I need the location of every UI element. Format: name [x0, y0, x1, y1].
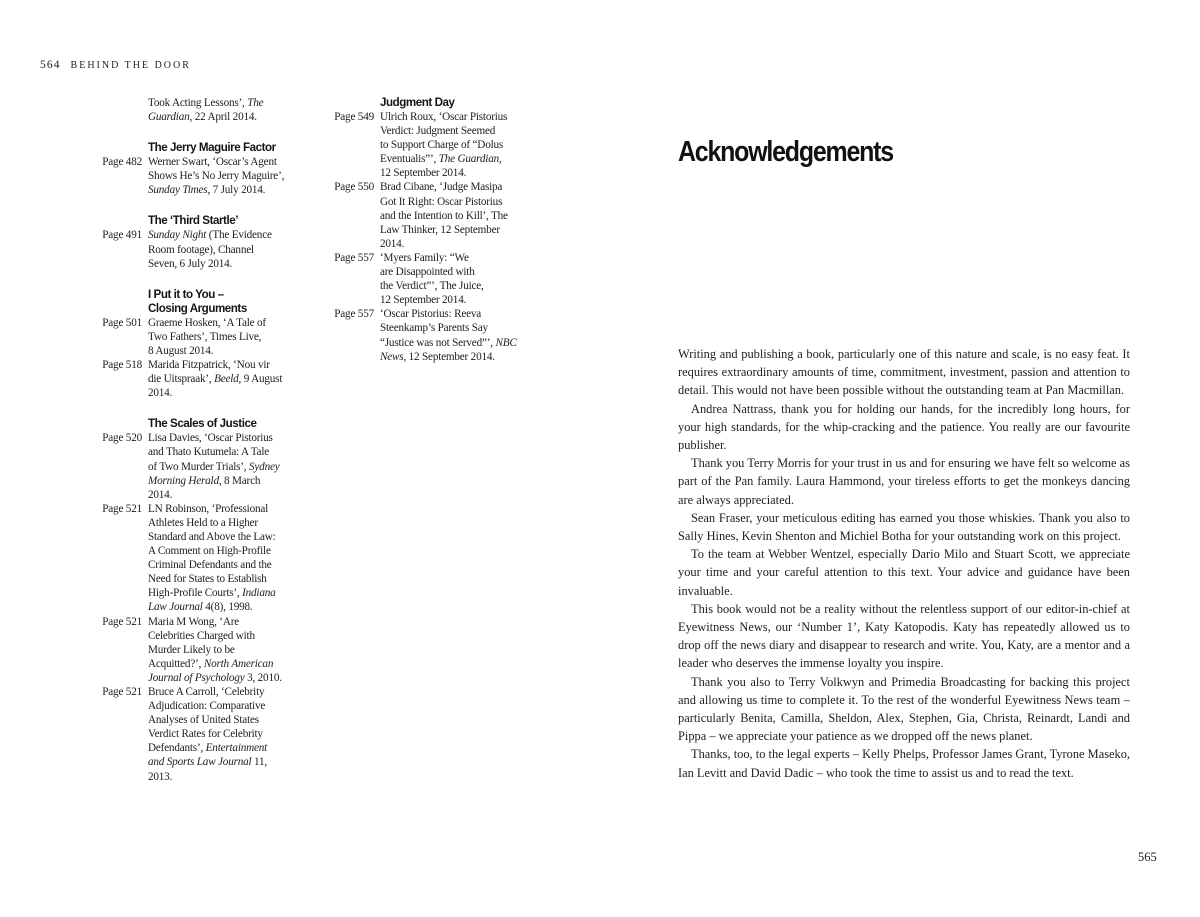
italic-title: NBC: [495, 336, 517, 349]
italic-title: North American: [203, 657, 274, 670]
paragraph: Andrea Nattrass, thank you for holding our hands, for the incredibly long hours, for your high standards, for the whip-cracking and the patience. You really are our favourite publisher.: [678, 401, 1130, 453]
citation-text: [148, 502, 298, 615]
paragraph: Thank you Terry Morris for your trust in us and for ensuring we have felt so welcome as part of the Pan family. Laura Hammond, your tireless efforts to get the monkeys dancing are always appreciated.: [678, 456, 1130, 507]
text-line: [148, 243, 298, 257]
italic-title: The: [247, 97, 264, 109]
text-line: [148, 96, 298, 110]
source-entry: [90, 615, 320, 685]
text-segment: “Justice was not Served”’,: [380, 336, 496, 349]
source-entry: [322, 307, 552, 363]
text-line: [148, 183, 298, 197]
source-entry: [322, 110, 552, 180]
text-segment: 3, 2010.: [244, 671, 282, 684]
page-reference: Page 520: [102, 432, 142, 445]
heading-line: The ‘Third Startle’: [148, 214, 239, 228]
source-continuation: [148, 96, 298, 124]
italic-title: Guardian: [148, 111, 190, 124]
paragraph: Sean Fraser, your meticulous editing has earned you those whiskies. Thank you also to Sally Hines, Kevin Shenton and Michiel Botha for your outstanding work on this project.: [678, 510, 1130, 544]
text-line: [148, 727, 298, 741]
citation-text: [380, 307, 530, 363]
text-line: [380, 237, 530, 251]
citation-text: [148, 685, 298, 784]
text-segment: , 22 April 2014.: [189, 111, 257, 124]
text-segment: ‘Oscar Pistorius: Reeva: [380, 308, 482, 321]
text-segment: Shows He’s No Jerry Maguire’,: [148, 170, 285, 183]
text-segment: Criminal Defendants and the: [148, 559, 272, 572]
section-heading: [148, 417, 320, 431]
source-entry: [90, 502, 320, 615]
italic-title: Law Journal: [148, 601, 203, 614]
text-line: [380, 110, 530, 124]
paragraph: To the team at Webber Wentzel, especially Dario Milo and Stuart Scott, we appreciate your time and your careful attention to this text. Your advice and guidance have been invaluable.: [678, 547, 1130, 598]
italic-title: Sunday Night: [148, 229, 207, 242]
text-line: [380, 138, 530, 152]
text-segment: 2013.: [148, 770, 173, 783]
text-line: [148, 460, 298, 474]
text-line: [148, 431, 298, 445]
text-segment: Ulrich Roux, ‘Oscar Pistorius: [380, 111, 508, 123]
text-segment: Need for States to Establish: [148, 573, 267, 586]
text-line: [148, 741, 298, 755]
text-line: [380, 293, 530, 307]
italic-title: Entertainment: [205, 742, 268, 755]
text-line: [148, 502, 298, 516]
text-line: [148, 572, 298, 586]
text-line: [380, 336, 530, 350]
source-entry: [90, 155, 320, 197]
text-line: [148, 530, 298, 544]
heading-line: Closing Arguments: [148, 301, 247, 315]
citation-text: [148, 358, 298, 400]
source-section: [90, 96, 320, 124]
text-line: [380, 195, 530, 209]
text-segment: Defendants’,: [148, 742, 206, 755]
text-line: [380, 321, 530, 335]
text-segment: High-Profile Courts’,: [148, 587, 243, 600]
source-entry: [90, 685, 320, 784]
text-line: [380, 279, 530, 293]
text-line: [148, 544, 298, 558]
text-line: [148, 330, 298, 344]
page-reference: Page 482: [102, 156, 142, 169]
text-line: [380, 209, 530, 223]
text-segment: and Thato Kutumela: A Tale: [148, 446, 269, 459]
text-segment: Seven, 6 July 2014.: [148, 257, 233, 270]
text-segment: , 7 July 2014.: [207, 184, 266, 197]
text-line: [148, 474, 298, 488]
text-line: [148, 643, 298, 657]
text-segment: Athletes Held to a Higher: [148, 516, 258, 529]
text-segment: Adjudication: Comparative: [148, 700, 266, 713]
text-segment: to Support Charge of “Dolus: [380, 139, 504, 152]
text-segment: Brad Cibane, ‘Judge Masipa: [380, 181, 503, 194]
heading-line: Judgment Day: [380, 96, 455, 109]
text-line: [148, 629, 298, 643]
text-line: [148, 155, 298, 169]
page-reference: Page 518: [102, 359, 142, 372]
text-segment: Werner Swart, ‘Oscar’s Agent: [148, 156, 277, 169]
page-reference: Page 549: [334, 111, 374, 123]
citation-text: [380, 251, 530, 307]
text-segment: Standard and Above the Law:: [148, 530, 276, 543]
text-segment: Room footage), Channel: [148, 243, 254, 256]
section-heading: [148, 214, 320, 228]
text-line: [148, 755, 298, 769]
right-page: [600, 0, 1200, 917]
right-page-number: 565: [1138, 850, 1157, 864]
text-line: [148, 600, 298, 614]
text-segment: Marida Fitzpatrick, ‘Nou vir: [148, 359, 270, 372]
text-segment: Lisa Davies, ‘Oscar Pistorius: [148, 432, 273, 445]
text-segment: , 12 September 2014.: [403, 350, 495, 363]
paragraph: Thank you also to Terry Volkwyn and Primedia Broadcasting for backing this project and allowing us time to complete it. To the rest of the wonderful Eyewitness News team – particularly Benita, Camilla, Sheldon, Alex, Stephen, Gia, Christa, Reinardt, Landi and Pippa – we appreciate your patience as we dropped off the news planet.: [678, 674, 1130, 744]
text-line: [148, 770, 298, 784]
citation-text: [148, 228, 298, 270]
text-segment: 8 August 2014.: [148, 344, 214, 357]
italic-title: Sunday Times: [148, 184, 208, 197]
text-line: [148, 699, 298, 713]
text-line: [380, 223, 530, 237]
paragraph: Thanks, too, to the legal experts – Kelly Phelps, Professor James Grant, Tyrone Maseko, Ian Levitt and David Dadic – who took the time to assist us and to read the text.: [678, 747, 1130, 780]
text-segment: ‘Myers Family: “We: [380, 251, 469, 264]
citation-text: [380, 180, 530, 250]
text-segment: 2014.: [380, 237, 405, 250]
text-line: [380, 265, 530, 279]
heading-line: The Jerry Maguire Factor: [148, 141, 276, 155]
heading-line: The Scales of Justice: [148, 417, 257, 431]
citation-text: [148, 431, 298, 501]
text-line: [380, 166, 530, 180]
text-segment: Maria M Wong, ‘Are: [148, 615, 239, 628]
text-segment: 2014.: [148, 488, 173, 501]
text-line: [148, 488, 298, 502]
running-title: BEHIND THE DOOR: [70, 60, 191, 71]
text-segment: 4(8), 1998.: [202, 601, 253, 614]
source-section: [90, 288, 320, 401]
text-segment: A Comment on High-Profile: [148, 545, 271, 558]
running-head: [40, 59, 191, 71]
paragraph: This book would not be a reality without the relentless support of our editor-in-chief at Eyewitness News, our ‘Number 1’, Katy Katopodis. Katy has repeatedly allowed us to drop off the news diary and disappear to research and write. You, Katy, are a mentor and a leader who deserves the immense loyalty you inspire.: [678, 601, 1130, 671]
text-line: [148, 685, 298, 699]
text-segment: Got It Right: Oscar Pistorius: [380, 195, 503, 208]
italic-title: Beeld: [214, 373, 239, 386]
citation-text: [148, 615, 298, 685]
text-segment: , 8 March: [218, 474, 261, 487]
text-segment: Two Fathers’, Times Live,: [148, 330, 262, 343]
text-segment: Eventualis”’,: [380, 153, 439, 166]
source-section: [90, 141, 320, 197]
text-segment: Graeme Hosken, ‘A Tale of: [148, 316, 266, 329]
text-line: [148, 386, 298, 400]
chapter-title: Acknowledgements: [678, 136, 893, 168]
text-line: [380, 124, 530, 138]
text-line: [148, 344, 298, 358]
text-segment: (The Evidence: [206, 229, 272, 242]
text-line: [380, 152, 530, 166]
source-entry: [90, 358, 320, 400]
text-line: [380, 180, 530, 194]
source-section: [90, 417, 320, 783]
section-heading: [380, 96, 552, 110]
text-segment: Celebrities Charged with: [148, 629, 255, 642]
section-heading: [148, 141, 320, 155]
text-segment: Acquitted?’,: [148, 657, 204, 670]
text-segment: LN Robinson, ‘Professional: [148, 502, 269, 515]
text-line: [148, 657, 298, 671]
text-line: [148, 228, 298, 242]
text-segment: and the Intention to Kill’, The: [380, 209, 508, 222]
text-line: [148, 372, 298, 386]
page-reference: Page 521: [102, 615, 142, 628]
page-reference: Page 491: [102, 229, 142, 242]
source-entry: [322, 251, 552, 307]
page-reference: Page 501: [102, 316, 142, 329]
citation-text: [148, 155, 298, 197]
left-page-number: 564: [40, 59, 61, 71]
text-line: [148, 316, 298, 330]
text-line: [148, 516, 298, 530]
text-segment: Bruce A Carroll, ‘Celebrity: [148, 686, 265, 698]
text-line: [380, 307, 530, 321]
text-segment: Law Thinker, 12 September: [380, 223, 500, 236]
citation-text: [148, 316, 298, 358]
text-segment: die Uitspraak’,: [148, 373, 215, 386]
source-entry: [90, 431, 320, 501]
source-entry: [90, 316, 320, 358]
text-segment: the Verdict”’, The Juice,: [380, 280, 484, 293]
text-segment: Analyses of United States: [148, 714, 259, 727]
text-segment: ,: [499, 153, 502, 166]
page-reference: Page 557: [334, 251, 374, 264]
source-section: [322, 96, 552, 364]
source-section: [90, 214, 320, 270]
text-line: [148, 615, 298, 629]
text-segment: are Disappointed with: [380, 266, 475, 279]
text-line: [148, 586, 298, 600]
italic-title: Morning Herald: [148, 474, 219, 487]
text-line: [148, 257, 298, 271]
italic-title: The Guardian: [438, 153, 499, 166]
text-line: [148, 445, 298, 459]
text-segment: Verdict Rates for Celebrity: [148, 728, 263, 741]
text-line: [380, 251, 530, 265]
text-line: [148, 169, 298, 183]
italic-title: Indiana: [242, 587, 276, 600]
text-segment: , 9 August: [238, 373, 283, 386]
paragraph: Writing and publishing a book, particularly one of this nature and scale, is no easy feat. It requires extraordinary amounts of time, commitment, investment, passion and attention to detail. This would not have been possible without the outstanding team at Pan Macmillan.: [678, 347, 1130, 398]
text-segment: of Two Murder Trials’,: [148, 460, 250, 473]
text-segment: 12 September 2014.: [380, 167, 467, 180]
heading-line: I Put it to You –: [148, 287, 224, 301]
text-segment: Took Acting Lessons’,: [148, 97, 248, 109]
page-reference: Page 521: [102, 502, 142, 515]
citation-text: [380, 110, 530, 180]
text-segment: 2014.: [148, 387, 173, 400]
text-segment: Murder Likely to be: [148, 643, 235, 656]
text-line: [148, 110, 298, 124]
text-line: [148, 713, 298, 727]
text-segment: 12 September 2014.: [380, 294, 467, 307]
text-line: [148, 358, 298, 372]
source-entry: [322, 180, 552, 250]
page-reference: Page 550: [334, 181, 374, 194]
italic-title: Sydney: [249, 460, 280, 473]
text-line: [148, 671, 298, 685]
page-reference: Page 521: [102, 686, 142, 698]
text-segment: Verdict: Judgment Seemed: [380, 125, 496, 138]
text-segment: 11,: [251, 756, 268, 769]
source-entry: [90, 228, 320, 270]
text-segment: Steenkamp’s Parents Say: [380, 322, 488, 335]
page-reference: Page 557: [334, 308, 374, 321]
section-heading: [148, 288, 320, 316]
sources-column-2: [322, 96, 552, 381]
italic-title: Journal of Psychology: [148, 671, 245, 684]
acknowledgements-body: [678, 345, 1130, 782]
sources-column-1: [90, 96, 320, 801]
italic-title: News: [380, 350, 404, 363]
text-line: [380, 350, 530, 364]
text-line: [148, 558, 298, 572]
italic-title: and Sports Law Journal: [148, 756, 252, 769]
